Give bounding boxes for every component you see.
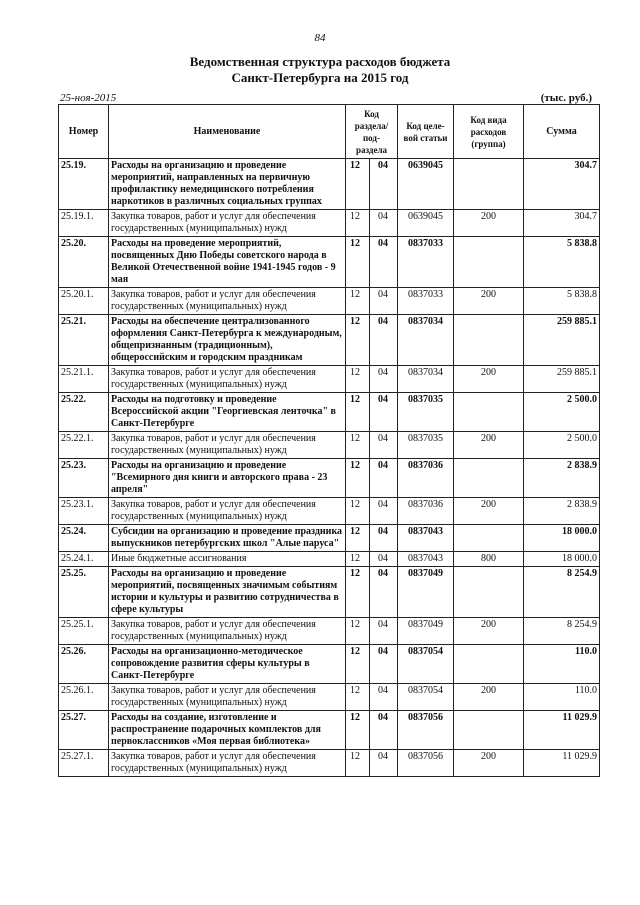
row-name: Расходы на обеспечение централизованного оформления Санкт-Петербурга к международным, общепризнанным (традиционным), общероссийским и городским праздникам bbox=[109, 315, 346, 366]
row-number: 25.22.1. bbox=[59, 432, 109, 459]
row-target-code: 0837054 bbox=[398, 684, 454, 711]
row-section-code: 12 bbox=[346, 393, 370, 432]
col-header-sum: Сумма bbox=[524, 105, 600, 159]
row-expense-type: 800 bbox=[454, 552, 524, 567]
row-expense-type bbox=[454, 159, 524, 210]
row-expense-type bbox=[454, 645, 524, 684]
row-sum: 2 500.0 bbox=[524, 393, 600, 432]
row-subsection-code: 04 bbox=[370, 525, 398, 552]
row-target-code: 0837036 bbox=[398, 459, 454, 498]
row-expense-type: 200 bbox=[454, 750, 524, 777]
row-subsection-code: 04 bbox=[370, 393, 398, 432]
row-expense-type: 200 bbox=[454, 288, 524, 315]
row-name: Закупка товаров, работ и услуг для обеспечения государственных (муниципальных) нужд bbox=[109, 210, 346, 237]
row-expense-type: 200 bbox=[454, 210, 524, 237]
row-expense-type bbox=[454, 237, 524, 288]
row-name: Расходы на организацию и проведение мероприятий, посвященных значимым событиям истории и культуры и развитию сотрудничества в сфере культуры bbox=[109, 567, 346, 618]
row-target-code: 0639045 bbox=[398, 210, 454, 237]
row-sum: 110.0 bbox=[524, 684, 600, 711]
col-header-section: Код раздела/ под- раздела bbox=[346, 105, 398, 159]
row-target-code: 0837036 bbox=[398, 498, 454, 525]
row-section-code: 12 bbox=[346, 459, 370, 498]
row-expense-type bbox=[454, 393, 524, 432]
title-line-2: Санкт-Петербурга на 2015 год bbox=[231, 70, 409, 85]
row-sum: 18 000.0 bbox=[524, 525, 600, 552]
table-row bbox=[59, 552, 600, 567]
row-sum: 304.7 bbox=[524, 210, 600, 237]
row-sum: 304.7 bbox=[524, 159, 600, 210]
row-sum: 2 838.9 bbox=[524, 498, 600, 525]
table-row bbox=[59, 237, 600, 288]
row-sum: 8 254.9 bbox=[524, 618, 600, 645]
row-section-code: 12 bbox=[346, 552, 370, 567]
row-section-code: 12 bbox=[346, 711, 370, 750]
row-sum: 5 838.8 bbox=[524, 237, 600, 288]
table-row bbox=[59, 567, 600, 618]
row-section-code: 12 bbox=[346, 525, 370, 552]
row-expense-type bbox=[454, 567, 524, 618]
row-sum: 110.0 bbox=[524, 645, 600, 684]
row-sum: 2 500.0 bbox=[524, 432, 600, 459]
row-subsection-code: 04 bbox=[370, 315, 398, 366]
row-target-code: 0837056 bbox=[398, 750, 454, 777]
row-subsection-code: 04 bbox=[370, 237, 398, 288]
row-number: 25.20. bbox=[59, 237, 109, 288]
table-row bbox=[59, 750, 600, 777]
row-sum: 259 885.1 bbox=[524, 315, 600, 366]
row-name: Закупка товаров, работ и услуг для обеспечения государственных (муниципальных) нужд bbox=[109, 288, 346, 315]
row-section-code: 12 bbox=[346, 237, 370, 288]
table-row bbox=[59, 315, 600, 366]
row-expense-type bbox=[454, 711, 524, 750]
row-subsection-code: 04 bbox=[370, 432, 398, 459]
table-row bbox=[59, 618, 600, 645]
row-expense-type: 200 bbox=[454, 684, 524, 711]
row-section-code: 12 bbox=[346, 159, 370, 210]
row-number: 25.19. bbox=[59, 159, 109, 210]
row-number: 25.19.1. bbox=[59, 210, 109, 237]
row-target-code: 0837043 bbox=[398, 552, 454, 567]
table-row bbox=[59, 498, 600, 525]
col-header-expense-type: Код вида расходов (группа) bbox=[454, 105, 524, 159]
table-body bbox=[59, 159, 600, 777]
row-name: Расходы на подготовку и проведение Всероссийской акции "Георгиевская ленточка" в Санкт-Петербурге bbox=[109, 393, 346, 432]
row-name: Иные бюджетные ассигнования bbox=[109, 552, 346, 567]
table-row bbox=[59, 159, 600, 210]
table-row bbox=[59, 645, 600, 684]
row-section-code: 12 bbox=[346, 750, 370, 777]
row-section-code: 12 bbox=[346, 618, 370, 645]
col-header-number: Номер bbox=[59, 105, 109, 159]
row-expense-type: 200 bbox=[454, 432, 524, 459]
document-title bbox=[0, 54, 640, 86]
row-subsection-code: 04 bbox=[370, 684, 398, 711]
row-number: 25.21. bbox=[59, 315, 109, 366]
row-subsection-code: 04 bbox=[370, 618, 398, 645]
row-name: Расходы на организацию и проведение мероприятий, направленных на первичную профилактику немедицинского потребления наркотиков в различных социальных группах bbox=[109, 159, 346, 210]
row-name: Расходы на организационно-методическое сопровождение развития сферы культуры в Санкт-Петербурге bbox=[109, 645, 346, 684]
row-section-code: 12 bbox=[346, 645, 370, 684]
row-number: 25.26.1. bbox=[59, 684, 109, 711]
row-subsection-code: 04 bbox=[370, 159, 398, 210]
row-target-code: 0837049 bbox=[398, 618, 454, 645]
table-row bbox=[59, 288, 600, 315]
row-name: Закупка товаров, работ и услуг для обеспечения государственных (муниципальных) нужд bbox=[109, 618, 346, 645]
row-target-code: 0837056 bbox=[398, 711, 454, 750]
row-subsection-code: 04 bbox=[370, 645, 398, 684]
row-name: Субсидии на организацию и проведение праздника выпускников петербургских школ "Алые паруса" bbox=[109, 525, 346, 552]
row-name: Расходы на создание, изготовление и распространение подарочных комплектов для первоклассников «Моя первая библиотека» bbox=[109, 711, 346, 750]
row-sum: 8 254.9 bbox=[524, 567, 600, 618]
row-target-code: 0837034 bbox=[398, 315, 454, 366]
row-target-code: 0837033 bbox=[398, 237, 454, 288]
row-target-code: 0837054 bbox=[398, 645, 454, 684]
row-expense-type: 200 bbox=[454, 498, 524, 525]
table-row bbox=[59, 684, 600, 711]
row-target-code: 0837033 bbox=[398, 288, 454, 315]
row-sum: 2 838.9 bbox=[524, 459, 600, 498]
row-target-code: 0837034 bbox=[398, 366, 454, 393]
table-row bbox=[59, 525, 600, 552]
row-number: 25.22. bbox=[59, 393, 109, 432]
table-row bbox=[59, 711, 600, 750]
budget-table bbox=[58, 104, 600, 777]
table-header-row bbox=[59, 105, 600, 159]
row-section-code: 12 bbox=[346, 498, 370, 525]
row-subsection-code: 04 bbox=[370, 459, 398, 498]
table-row bbox=[59, 393, 600, 432]
row-number: 25.24.1. bbox=[59, 552, 109, 567]
row-number: 25.21.1. bbox=[59, 366, 109, 393]
row-expense-type: 200 bbox=[454, 618, 524, 645]
row-target-code: 0837035 bbox=[398, 393, 454, 432]
row-expense-type bbox=[454, 525, 524, 552]
row-name: Закупка товаров, работ и услуг для обеспечения государственных (муниципальных) нужд bbox=[109, 684, 346, 711]
row-section-code: 12 bbox=[346, 210, 370, 237]
title-line-1: Ведомственная структура расходов бюджета bbox=[189, 54, 451, 69]
row-subsection-code: 04 bbox=[370, 711, 398, 750]
document-date: 25-ноя-2015 bbox=[60, 92, 117, 104]
row-name: Расходы на организацию и проведение "Всемирного дня книги и авторского права - 23 апреля" bbox=[109, 459, 346, 498]
row-section-code: 12 bbox=[346, 366, 370, 393]
row-subsection-code: 04 bbox=[370, 552, 398, 567]
row-number: 25.25.1. bbox=[59, 618, 109, 645]
row-expense-type bbox=[454, 459, 524, 498]
row-expense-type bbox=[454, 315, 524, 366]
row-number: 25.20.1. bbox=[59, 288, 109, 315]
row-expense-type: 200 bbox=[454, 366, 524, 393]
row-sum: 11 029.9 bbox=[524, 750, 600, 777]
row-number: 25.27. bbox=[59, 711, 109, 750]
row-number: 25.27.1. bbox=[59, 750, 109, 777]
row-sum: 5 838.8 bbox=[524, 288, 600, 315]
row-name: Закупка товаров, работ и услуг для обеспечения государственных (муниципальных) нужд bbox=[109, 750, 346, 777]
units-label: (тыс. руб.) bbox=[540, 92, 592, 104]
page-number: 84 bbox=[314, 32, 326, 44]
row-number: 25.23.1. bbox=[59, 498, 109, 525]
row-number: 25.23. bbox=[59, 459, 109, 498]
row-subsection-code: 04 bbox=[370, 210, 398, 237]
row-name: Закупка товаров, работ и услуг для обеспечения государственных (муниципальных) нужд bbox=[109, 366, 346, 393]
row-section-code: 12 bbox=[346, 684, 370, 711]
table-row bbox=[59, 366, 600, 393]
row-target-code: 0837035 bbox=[398, 432, 454, 459]
row-target-code: 0837043 bbox=[398, 525, 454, 552]
row-subsection-code: 04 bbox=[370, 288, 398, 315]
row-name: Закупка товаров, работ и услуг для обеспечения государственных (муниципальных) нужд bbox=[109, 498, 346, 525]
row-subsection-code: 04 bbox=[370, 567, 398, 618]
row-subsection-code: 04 bbox=[370, 498, 398, 525]
row-sum: 11 029.9 bbox=[524, 711, 600, 750]
table-row bbox=[59, 210, 600, 237]
row-section-code: 12 bbox=[346, 567, 370, 618]
table-row bbox=[59, 459, 600, 498]
row-number: 25.25. bbox=[59, 567, 109, 618]
row-number: 25.26. bbox=[59, 645, 109, 684]
col-header-target: Код целе- вой статьи bbox=[398, 105, 454, 159]
row-sum: 18 000.0 bbox=[524, 552, 600, 567]
row-subsection-code: 04 bbox=[370, 750, 398, 777]
row-section-code: 12 bbox=[346, 288, 370, 315]
table-row bbox=[59, 432, 600, 459]
row-name: Расходы на проведение мероприятий, посвященных Дню Победы советского народа в Великой Отечественной войне 1941-1945 годов - 9 мая bbox=[109, 237, 346, 288]
row-sum: 259 885.1 bbox=[524, 366, 600, 393]
row-name: Закупка товаров, работ и услуг для обеспечения государственных (муниципальных) нужд bbox=[109, 432, 346, 459]
row-subsection-code: 04 bbox=[370, 366, 398, 393]
row-section-code: 12 bbox=[346, 432, 370, 459]
row-number: 25.24. bbox=[59, 525, 109, 552]
row-section-code: 12 bbox=[346, 315, 370, 366]
col-header-name: Наименование bbox=[109, 105, 346, 159]
row-target-code: 0639045 bbox=[398, 159, 454, 210]
row-target-code: 0837049 bbox=[398, 567, 454, 618]
